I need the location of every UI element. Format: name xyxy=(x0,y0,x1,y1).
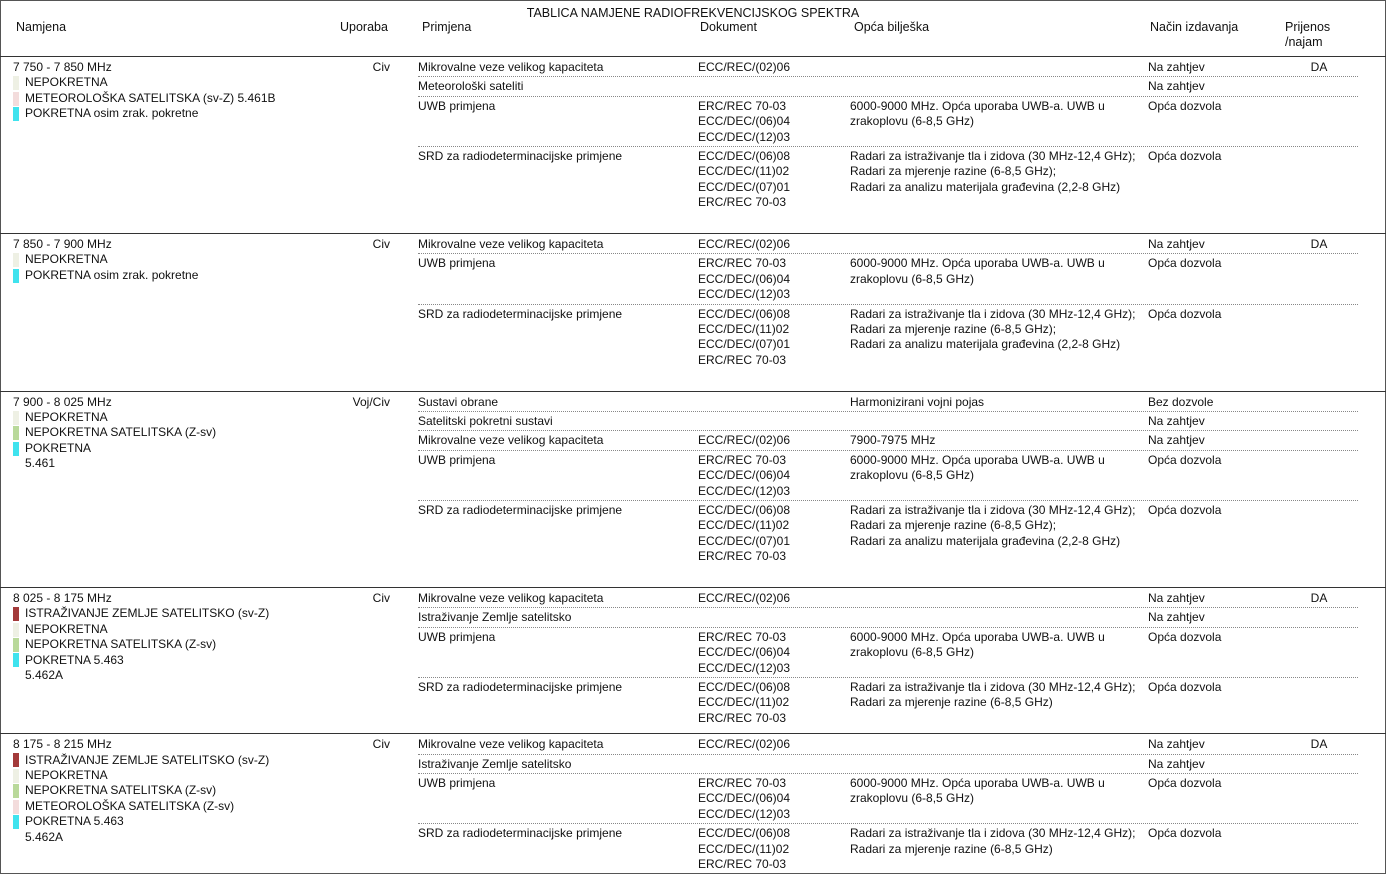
note-line: Radari za istraživanje tla i zidova (30 MHz-12,4 GHz); xyxy=(850,826,1136,841)
service-color-swatch xyxy=(13,830,19,844)
application-row xyxy=(418,234,1358,253)
service-color-swatch xyxy=(13,76,19,90)
band-frequency: 8 025 - 8 175 MHz xyxy=(13,591,112,605)
header-primjena: Primjena xyxy=(422,20,472,34)
band-allocation xyxy=(13,591,333,683)
band-usage: Civ xyxy=(372,237,390,251)
band-allocation xyxy=(13,737,333,845)
application-note xyxy=(850,776,1142,807)
document-ref: ECC/REC/(02)06 xyxy=(698,433,791,448)
service-color-swatch xyxy=(13,411,19,425)
service-item xyxy=(13,830,333,845)
document-ref: ECC/DEC/(11)02 xyxy=(698,841,790,856)
application-name: Mikrovalne veze velikog kapaciteta xyxy=(418,433,604,448)
application-row xyxy=(418,96,1358,146)
document-ref: ERC/REC 70-03 xyxy=(698,452,787,467)
band-row xyxy=(0,587,1386,733)
application-row xyxy=(418,392,1358,411)
service-color-swatch xyxy=(13,92,19,106)
application-row xyxy=(418,430,1358,449)
service-label: 5.462A xyxy=(25,829,64,844)
note-line: 6000-9000 MHz. Opća uporaba UWB-a. UWB u zrakoplovu (6-8,5 GHz) xyxy=(850,629,1105,660)
application-documents xyxy=(698,630,843,676)
application-documents xyxy=(698,453,843,499)
header-namjena: Namjena xyxy=(16,20,67,34)
document-ref: ECC/DEC/(11)02 xyxy=(698,695,790,710)
issuance-mode: Bez dozvole xyxy=(1148,394,1214,409)
issuance-mode: Opća dozvola xyxy=(1148,306,1222,321)
application-note xyxy=(850,256,1142,287)
application-row xyxy=(418,500,1358,581)
application-name: UWB primjena xyxy=(418,256,496,271)
document-ref: ECC/DEC/(11)02 xyxy=(698,164,790,179)
application-name: SRD za radiodeterminacijske primjene xyxy=(418,826,623,841)
band-allocation xyxy=(13,395,333,472)
application-documents xyxy=(698,60,843,75)
transfer-flag: DA xyxy=(1310,591,1328,605)
service-label: NEPOKRETNA xyxy=(25,252,108,267)
header-prijenos-line1: Prijenos xyxy=(1285,20,1331,34)
application-list xyxy=(418,588,1358,733)
issuance-mode: Na zahtjev xyxy=(1148,591,1205,605)
application-note xyxy=(850,307,1142,353)
document-ref: ECC/DEC/(06)08 xyxy=(698,826,791,841)
service-item xyxy=(13,106,333,121)
application-list xyxy=(418,234,1358,391)
application-row xyxy=(418,411,1358,430)
document-ref: ERC/REC 70-03 xyxy=(698,195,787,210)
issuance-mode: Na zahtjev xyxy=(1148,756,1205,771)
band-frequency: 7 750 - 7 850 MHz xyxy=(13,60,112,74)
service-color-swatch xyxy=(13,457,19,471)
application-documents xyxy=(698,503,843,565)
application-row xyxy=(418,754,1358,773)
note-line: Radari za istraživanje tla i zidova (30 MHz-12,4 GHz); xyxy=(850,680,1136,694)
note-line: Radari za mjerenje razine (6-8,5 GHz); xyxy=(850,164,1057,179)
application-documents xyxy=(698,680,843,726)
note-line: 6000-9000 MHz. Opća uporaba UWB-a. UWB u zrakoplovu (6-8,5 GHz) xyxy=(850,452,1105,483)
issuance-mode: Na zahtjev xyxy=(1148,737,1205,752)
application-row xyxy=(418,304,1358,385)
document-ref: ERC/REC 70-03 xyxy=(698,710,787,725)
application-list xyxy=(418,734,1358,879)
issuance-mode: Na zahtjev xyxy=(1148,237,1205,251)
issuance-mode: Na zahtjev xyxy=(1148,79,1205,94)
application-name: Meteorološki sateliti xyxy=(418,79,524,94)
document-ref: ECC/DEC/(12)03 xyxy=(698,660,791,675)
document-ref: ECC/DEC/(11)02 xyxy=(698,322,790,336)
service-label: METEOROLOŠKA SATELITSKA (sv-Z) 5.461B xyxy=(25,90,276,105)
application-row xyxy=(418,253,1358,303)
document-ref: ECC/DEC/(06)08 xyxy=(698,149,791,163)
application-row xyxy=(418,57,1358,76)
application-row xyxy=(418,450,1358,500)
service-label: POKRETNA xyxy=(25,440,92,455)
document-ref: ECC/DEC/(06)04 xyxy=(698,645,791,660)
transfer-flag: DA xyxy=(1310,237,1328,251)
application-documents xyxy=(698,433,843,448)
application-row xyxy=(418,823,1358,873)
document-ref: ECC/DEC/(12)03 xyxy=(698,129,791,144)
document-ref: ERC/REC 70-03 xyxy=(698,776,787,790)
service-label: ISTRAŽIVANJE ZEMLJE SATELITSKO (sv-Z) xyxy=(25,752,270,767)
note-line: 6000-9000 MHz. Opća uporaba UWB-a. UWB u zrakoplovu (6-8,5 GHz) xyxy=(850,776,1105,806)
application-row xyxy=(418,627,1358,677)
service-label: NEPOKRETNA xyxy=(25,410,108,424)
band-row xyxy=(0,391,1386,587)
header-nacin: Način izdavanja xyxy=(1150,20,1239,34)
document-ref: ERC/REC 70-03 xyxy=(698,549,787,564)
issuance-mode: Na zahtjev xyxy=(1148,414,1205,428)
application-name: UWB primjena xyxy=(418,629,496,644)
band-allocation xyxy=(13,60,333,122)
transfer-flag: DA xyxy=(1310,60,1328,74)
header-biljeska: Opća bilješka xyxy=(854,20,930,34)
service-label: NEPOKRETNA xyxy=(25,621,108,636)
service-label: NEPOKRETNA xyxy=(25,768,108,782)
application-row xyxy=(418,76,1358,95)
document-ref: ECC/REC/(02)06 xyxy=(698,237,791,251)
service-label: NEPOKRETNA SATELITSKA (Z-sv) xyxy=(25,783,217,798)
header-uporaba: Uporaba xyxy=(340,20,388,34)
service-item xyxy=(13,91,333,106)
page-title: TABLICA NAMJENE RADIOFREKVENCIJSKOG SPEKTRA xyxy=(526,6,860,20)
service-color-swatch xyxy=(13,107,19,121)
document-ref: ERC/REC 70-03 xyxy=(698,352,787,367)
application-row xyxy=(418,734,1358,753)
application-documents xyxy=(698,149,843,211)
application-note xyxy=(850,99,1142,130)
document-ref: ECC/DEC/(12)03 xyxy=(698,806,791,821)
note-line: Radari za mjerenje razine (6-8,5 GHz) xyxy=(850,841,1053,856)
application-documents xyxy=(698,99,843,145)
service-color-swatch xyxy=(13,426,19,440)
service-item xyxy=(13,768,333,783)
note-line: Radari za mjerenje razine (6-8,5 GHz); xyxy=(850,322,1057,336)
application-row xyxy=(418,677,1358,727)
issuance-mode: Na zahtjev xyxy=(1148,610,1205,625)
service-item xyxy=(13,456,333,471)
application-row xyxy=(418,146,1358,227)
band-frequency: 7 850 - 7 900 MHz xyxy=(13,237,112,251)
service-color-swatch xyxy=(13,753,19,767)
application-name: Mikrovalne veze velikog kapaciteta xyxy=(418,237,604,251)
document-ref: ERC/REC 70-03 xyxy=(698,98,787,113)
document-ref: ECC/REC/(02)06 xyxy=(698,60,791,74)
note-line: Radari za analizu materijala građevina (2,2-8 GHz) xyxy=(850,179,1121,194)
band-row xyxy=(0,733,1386,884)
header-dokument: Dokument xyxy=(700,20,757,34)
issuance-mode: Opća dozvola xyxy=(1148,452,1222,467)
issuance-mode: Opća dozvola xyxy=(1148,629,1222,644)
document-ref: ECC/DEC/(07)01 xyxy=(698,337,791,352)
issuance-mode: Opća dozvola xyxy=(1148,503,1222,517)
note-line: 6000-9000 MHz. Opća uporaba UWB-a. UWB u zrakoplovu (6-8,5 GHz) xyxy=(850,98,1105,129)
service-label: 5.461 xyxy=(25,456,56,471)
application-note xyxy=(850,149,1142,195)
note-line: Radari za istraživanje tla i zidova (30 MHz-12,4 GHz); xyxy=(850,306,1136,321)
service-item xyxy=(13,441,333,456)
service-color-swatch xyxy=(13,769,19,783)
application-documents xyxy=(698,256,843,302)
application-note xyxy=(850,453,1142,484)
application-name: Satelitski pokretni sustavi xyxy=(418,414,553,428)
application-name: SRD za radiodeterminacijske primjene xyxy=(418,149,623,163)
document-ref: ECC/DEC/(06)08 xyxy=(698,680,791,694)
document-ref: ECC/DEC/(07)01 xyxy=(698,533,791,548)
application-note xyxy=(850,503,1142,549)
band-usage: Civ xyxy=(372,591,390,605)
band-usage: Civ xyxy=(372,737,390,752)
service-item xyxy=(13,606,333,621)
document-ref: ECC/REC/(02)06 xyxy=(698,737,791,752)
note-line: Radari za analizu materijala građevina (2,2-8 GHz) xyxy=(850,337,1121,352)
service-label: 5.462A xyxy=(25,668,64,683)
application-name: UWB primjena xyxy=(418,98,496,113)
service-label: NEPOKRETNA SATELITSKA (Z-sv) xyxy=(25,637,217,652)
document-ref: ECC/DEC/(12)03 xyxy=(698,287,791,302)
service-label: METEOROLOŠKA SATELITSKA (Z-sv) xyxy=(25,798,235,813)
application-documents xyxy=(698,737,843,752)
application-note xyxy=(850,395,1142,410)
service-color-swatch xyxy=(13,607,19,621)
issuance-mode: Na zahtjev xyxy=(1148,433,1205,448)
header-prijenos xyxy=(1285,20,1330,50)
service-item xyxy=(13,799,333,814)
band-usage: Civ xyxy=(372,60,390,74)
application-list xyxy=(418,57,1358,233)
service-label: POKRETNA osim zrak. pokretne xyxy=(25,106,199,121)
service-item xyxy=(13,622,333,637)
application-name: SRD za radiodeterminacijske primjene xyxy=(418,680,623,694)
application-name: SRD za radiodeterminacijske primjene xyxy=(418,503,623,517)
application-name: Mikrovalne veze velikog kapaciteta xyxy=(418,60,604,74)
issuance-mode: Opća dozvola xyxy=(1148,776,1222,790)
document-ref: ERC/REC 70-03 xyxy=(698,629,787,644)
band-allocation xyxy=(13,237,333,283)
application-note xyxy=(850,630,1142,661)
band-frequency: 7 900 - 8 025 MHz xyxy=(13,394,112,409)
application-documents xyxy=(698,826,843,872)
service-color-swatch xyxy=(13,623,19,637)
document-ref: ECC/DEC/(06)08 xyxy=(698,503,791,517)
note-line: Radari za analizu materijala građevina (2,2-8 GHz) xyxy=(850,533,1121,548)
application-name: UWB primjena xyxy=(418,776,496,790)
band-row xyxy=(0,233,1386,391)
application-name: SRD za radiodeterminacijske primjene xyxy=(418,306,623,321)
service-color-swatch xyxy=(13,653,19,667)
service-item xyxy=(13,753,333,768)
document-ref: ECC/DEC/(06)04 xyxy=(698,114,791,129)
service-label: NEPOKRETNA xyxy=(25,75,108,90)
application-name: Sustavi obrane xyxy=(418,394,499,409)
service-label: NEPOKRETNA SATELITSKA (Z-sv) xyxy=(25,425,217,440)
service-color-swatch xyxy=(13,815,19,829)
document-ref: ECC/DEC/(07)01 xyxy=(698,179,791,194)
document-ref: ERC/REC 70-03 xyxy=(698,857,787,871)
note-line: 7900-7975 MHz xyxy=(850,433,936,448)
service-item xyxy=(13,410,333,425)
transfer-flag: DA xyxy=(1310,737,1328,752)
band-table xyxy=(0,57,1386,884)
service-item xyxy=(13,425,333,440)
service-label: ISTRAŽIVANJE ZEMLJE SATELITSKO (sv-Z) xyxy=(25,606,270,621)
service-label: POKRETNA 5.463 xyxy=(25,814,124,829)
note-line: Radari za istraživanje tla i zidova (30 MHz-12,4 GHz); xyxy=(850,503,1136,517)
service-color-swatch xyxy=(13,669,19,683)
application-documents xyxy=(698,307,843,369)
band-row xyxy=(0,57,1386,233)
issuance-mode: Opća dozvola xyxy=(1148,826,1222,841)
document-ref: ECC/DEC/(06)04 xyxy=(698,468,791,483)
note-line: Radari za istraživanje tla i zidova (30 MHz-12,4 GHz); xyxy=(850,149,1136,163)
document-ref: ECC/DEC/(06)08 xyxy=(698,306,791,321)
issuance-mode: Opća dozvola xyxy=(1148,98,1222,113)
band-usage: Voj/Civ xyxy=(352,394,390,409)
service-color-swatch xyxy=(13,442,19,456)
service-item xyxy=(13,637,333,652)
service-item xyxy=(13,268,333,283)
service-label: POKRETNA osim zrak. pokretne xyxy=(25,267,199,282)
application-note xyxy=(850,826,1142,857)
service-item xyxy=(13,814,333,829)
service-item xyxy=(13,75,333,90)
application-row xyxy=(418,773,1358,823)
application-name: Istraživanje Zemlje satelitsko xyxy=(418,610,572,625)
service-color-swatch xyxy=(13,253,19,267)
application-name: Mikrovalne veze velikog kapaciteta xyxy=(418,591,604,605)
application-documents xyxy=(698,237,843,252)
issuance-mode: Opća dozvola xyxy=(1148,149,1222,163)
note-line: Harmonizirani vojni pojas xyxy=(850,394,985,409)
issuance-mode: Opća dozvola xyxy=(1148,256,1222,271)
header-prijenos-line2: /najam xyxy=(1285,35,1323,49)
service-color-swatch xyxy=(13,800,19,814)
service-item xyxy=(13,783,333,798)
band-frequency: 8 175 - 8 215 MHz xyxy=(13,737,112,752)
service-item xyxy=(13,653,333,668)
service-item xyxy=(13,668,333,683)
service-color-swatch xyxy=(13,784,19,798)
application-row xyxy=(418,588,1358,607)
document-ref: ECC/DEC/(11)02 xyxy=(698,518,790,533)
service-color-swatch xyxy=(13,269,19,283)
document-ref: ECC/DEC/(06)04 xyxy=(698,271,791,286)
service-item xyxy=(13,252,333,267)
application-list xyxy=(418,392,1358,587)
application-name: UWB primjena xyxy=(418,452,496,467)
application-documents xyxy=(698,776,843,822)
document-ref: ECC/REC/(02)06 xyxy=(698,591,791,605)
document-ref: ECC/DEC/(06)04 xyxy=(698,791,791,806)
application-row xyxy=(418,607,1358,626)
application-name: Istraživanje Zemlje satelitsko xyxy=(418,756,572,771)
note-line: 6000-9000 MHz. Opća uporaba UWB-a. UWB u zrakoplovu (6-8,5 GHz) xyxy=(850,256,1105,286)
issuance-mode: Na zahtjev xyxy=(1148,60,1205,74)
document-ref: ECC/DEC/(12)03 xyxy=(698,483,791,498)
service-label: POKRETNA 5.463 xyxy=(25,652,124,667)
issuance-mode: Opća dozvola xyxy=(1148,680,1222,694)
application-name: Mikrovalne veze velikog kapaciteta xyxy=(418,737,604,752)
application-note xyxy=(850,680,1142,711)
application-note xyxy=(850,433,1142,448)
note-line: Radari za mjerenje razine (6-8,5 GHz) xyxy=(850,695,1053,710)
application-documents xyxy=(698,591,843,606)
service-color-swatch xyxy=(13,638,19,652)
document-ref: ERC/REC 70-03 xyxy=(698,256,787,271)
note-line: Radari za mjerenje razine (6-8,5 GHz); xyxy=(850,518,1057,533)
